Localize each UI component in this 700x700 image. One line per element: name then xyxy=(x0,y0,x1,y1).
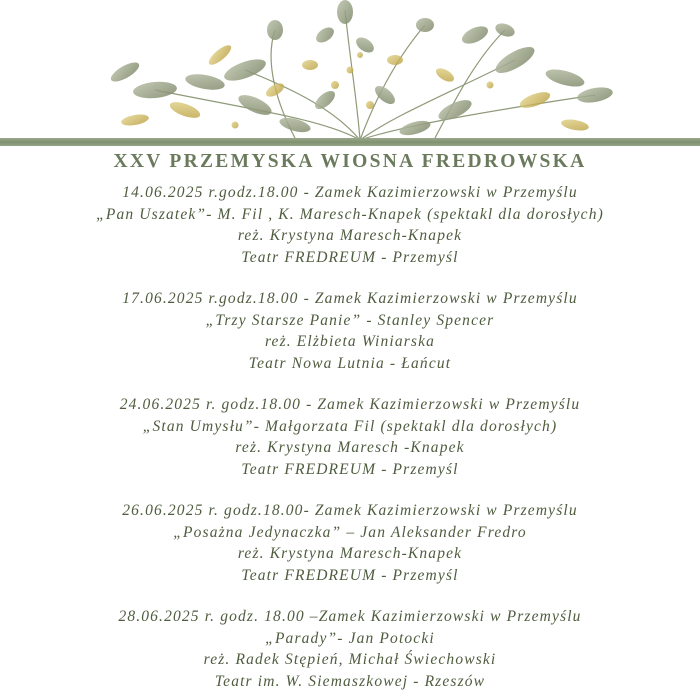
event-director: reż. Elżbieta Winiarska xyxy=(264,333,436,350)
foliage-decoration xyxy=(95,0,625,146)
poster-title: XXV PRZEMYSKA WIOSNA FREDROWSKA xyxy=(113,151,587,172)
event-3 xyxy=(0,394,700,480)
event-1 xyxy=(0,182,700,268)
event-date-place: 24.06.2025 r. godz.18.00 - Zamek Kazimierzowski w Przemyślu xyxy=(119,396,581,413)
event-date-place: 26.06.2025 r. godz.18.00- Zamek Kazimierzowski w Przemyślu xyxy=(122,502,578,519)
event-date-place: 14.06.2025 r.godz.18.00 - Zamek Kazimierzowski w Przemyślu xyxy=(122,184,578,201)
event-date-place: 17.06.2025 r.godz.18.00 - Zamek Kazimierzowski w Przemyślu xyxy=(122,290,578,307)
event-theatre: Teatr FREDREUM - Przemyśl xyxy=(241,248,459,266)
event-play: „Stan Umysłu”- Małgorzata Fil (spektakl dla dorosłych) xyxy=(142,417,558,435)
event-director: reż. Krystyna Maresch -Knapek xyxy=(235,439,465,456)
event-4 xyxy=(0,500,700,586)
event-play: „Posażna Jedynaczka” – Jan Aleksander Fredro xyxy=(173,523,527,541)
event-theatre: Teatr FREDREUM - Przemyśl xyxy=(241,460,459,478)
event-director: reż. Radek Stępień, Michał Świechowski xyxy=(203,651,497,668)
event-director: reż. Krystyna Maresch-Knapek xyxy=(237,227,463,244)
event-2 xyxy=(0,288,700,374)
event-play: „Parady”- Jan Potocki xyxy=(265,629,435,647)
event-date-place: 28.06.2025 r. godz. 18.00 –Zamek Kazimierzowski w Przemyślu xyxy=(118,608,582,625)
event-director: reż. Krystyna Maresch-Knapek xyxy=(237,545,463,562)
decorative-band xyxy=(0,138,700,146)
event-5 xyxy=(0,606,700,692)
event-play: „Pan Uszatek”- M. Fil , K. Maresch-Knapek (spektakl dla dorosłych) xyxy=(96,205,604,223)
event-theatre: Teatr FREDREUM - Przemyśl xyxy=(241,566,459,584)
event-theatre: Teatr Nowa Lutnia - Łańcut xyxy=(248,354,452,372)
event-list xyxy=(0,182,700,700)
event-theatre: Teatr im. W. Siemaszkowej - Rzeszów xyxy=(214,672,486,690)
event-play: „Trzy Starsze Panie” - Stanley Spencer xyxy=(205,311,495,329)
